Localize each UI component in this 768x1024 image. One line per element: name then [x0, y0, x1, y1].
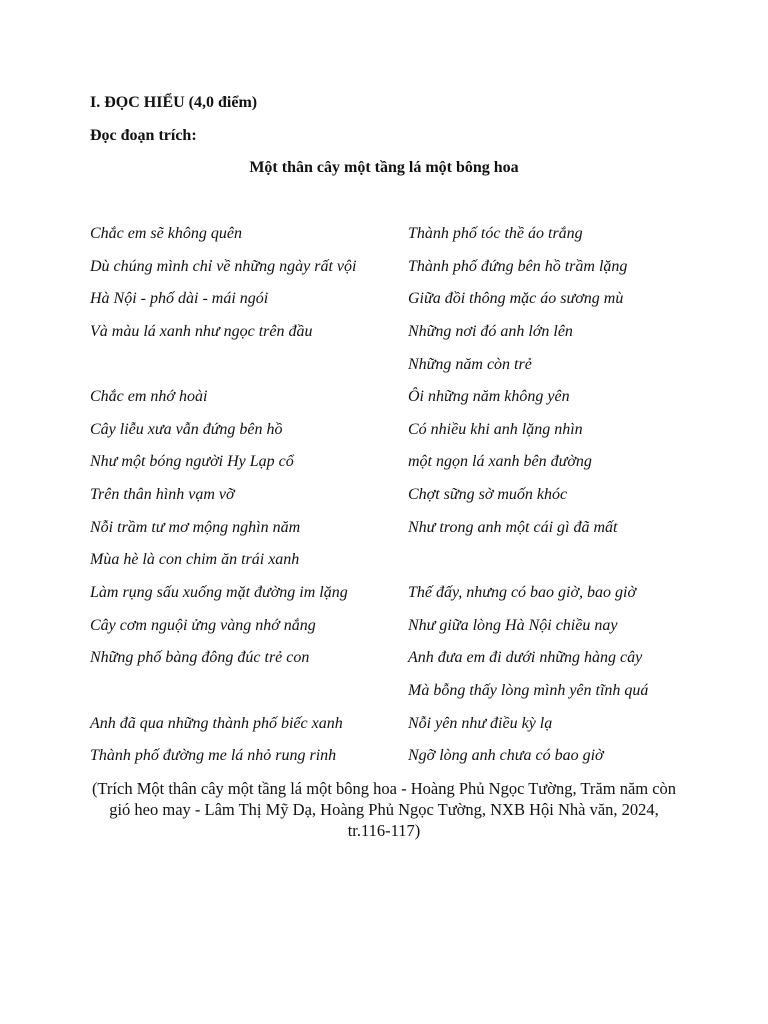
poem-line: Nỗi yên như điều kỳ lạ: [408, 714, 553, 732]
poem-line: Và màu lá xanh như ngọc trên đầu: [90, 322, 313, 340]
poem-line: Ngỡ lòng anh chưa có bao giờ: [408, 747, 604, 765]
poem-line: Ôi những năm không yên: [408, 388, 570, 406]
poem-line: Anh đưa em đi dưới những hàng cây: [408, 649, 643, 667]
poem-line: Giữa đồi thông mặc áo sương mù: [408, 290, 624, 308]
poem-line: Cây cơm nguội ửng vàng nhớ nắng: [90, 616, 316, 634]
poem-line: Làm rụng sấu xuống mặt đường im lặng: [90, 584, 348, 602]
poem-line: Thế đấy, nhưng có bao giờ, bao giờ: [408, 584, 637, 602]
poem-line: Anh đã qua những thành phố biếc xanh: [90, 714, 343, 732]
poem-line: [408, 550, 708, 583]
reading-intro-label: Đọc đoạn trích:: [90, 127, 197, 144]
poem-line: Chắc em nhớ hoài: [90, 388, 208, 406]
poem-column-right: [408, 224, 708, 779]
poem-line: Có nhiều khi anh lặng nhìn: [408, 420, 583, 438]
poem-line: [90, 355, 400, 388]
poem-line: Chắc em sẽ không quên: [90, 225, 242, 242]
poem-line: Cây liễu xưa vẫn đứng bên hồ: [90, 420, 283, 438]
poem-line: Chợt sững sờ muốn khóc: [408, 486, 568, 504]
poem-line: Những năm còn trẻ: [408, 355, 532, 373]
poem-line: Hà Nội - phố dài - mái ngói: [90, 290, 269, 308]
source-citation: (Trích Một thân cây một tầng lá một bông hoa - Hoàng Phủ Ngọc Tường, Trăm năm còn gió heo may - Lâm Thị Mỹ Dạ, Hoàng Phủ Ngọc Tường, NXB Hội Nhà văn, 2024, tr.116-117): [91, 779, 677, 840]
poem-column-left: [90, 224, 400, 779]
poem-line: một ngọn lá xanh bên đường: [408, 453, 592, 471]
poem-line: Mùa hè là con chim ăn trái xanh: [90, 551, 300, 569]
poem-line: Những nơi đó anh lớn lên: [408, 322, 573, 340]
poem-line: Như giữa lòng Hà Nội chiều nay: [408, 616, 618, 634]
poem-line: Nỗi trầm tư mơ mộng nghìn năm: [90, 518, 301, 536]
poem-line: [90, 681, 400, 714]
poem-title: Một thân cây một tầng lá một bông hoa: [249, 159, 519, 176]
poem-line: Mà bỗng thấy lòng mình yên tĩnh quá: [408, 681, 649, 699]
poem-line: Dù chúng mình chỉ về những ngày rất vội: [90, 257, 357, 275]
poem-line: Thành phố đứng bên hồ trầm lặng: [408, 257, 628, 275]
poem-line: Trên thân hình vạm vỡ: [90, 486, 235, 504]
poem-line: Như một bóng người Hy Lạp cổ: [90, 453, 294, 471]
poem-line: Thành phố tóc thề áo trắng: [408, 225, 583, 242]
section-heading: I. ĐỌC HIỂU (4,0 điểm): [90, 94, 258, 111]
poem-line: Thành phố đường me lá nhỏ rung rinh: [90, 747, 337, 765]
poem-line: Những phố bàng đông đúc trẻ con: [90, 649, 310, 667]
poem-line: Như trong anh một cái gì đã mất: [408, 518, 618, 536]
